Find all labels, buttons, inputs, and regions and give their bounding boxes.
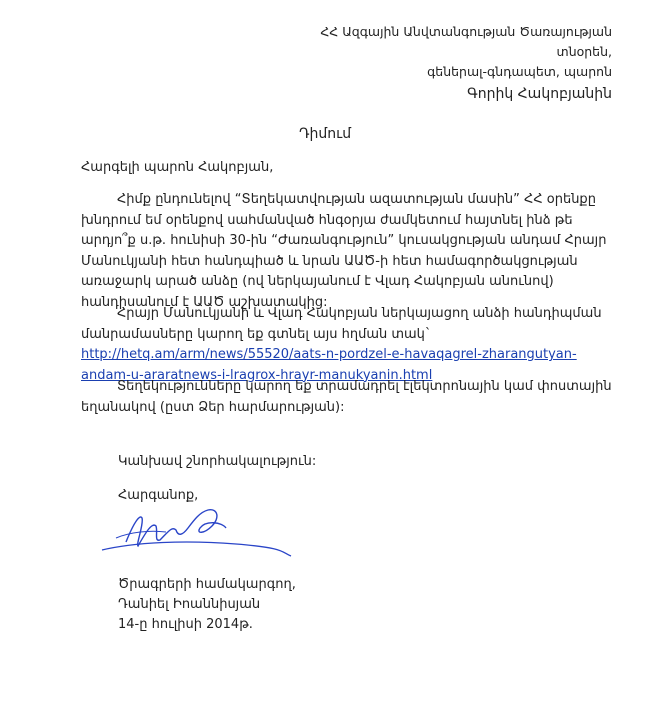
addressee-line-2: տնօրեն,: [556, 44, 612, 59]
handwritten-signature: [96, 492, 296, 572]
addressee-name: Գորիկ Հակոբյանին: [467, 86, 612, 102]
addressee-line-3: գեներալ-գնդապետ, պարոն: [427, 64, 612, 79]
closing-regards: Հարգանոք,: [118, 488, 199, 503]
addressee-block: [320, 22, 612, 104]
salutation: Հարգելի պարոն Հակոբյան,: [81, 160, 274, 175]
signer-name: Դանիել Իոաննիսյան: [118, 597, 261, 612]
paragraph-reference: [81, 304, 626, 386]
signer-block: [118, 575, 296, 635]
letter-title: Դիմում: [298, 126, 352, 142]
paragraph-delivery: Տեղեկությունները կարող եք տրամադրել էլեկտրոնային կամ փոստային եղանակով (ըստ Ձեր հարմարության):: [81, 379, 612, 415]
paragraph-request: Հիմք ընդունելով “Տեղեկատվության ազատության մասին” ՀՀ օրենքը խնդրում եմ օրենքով սահմանված հնգօրյա ժամկետում հայտնել ինձ թե արդյո՞ք ս.թ. հունիսի 30-ին “Ժառանգություն” կուսակցության անդամ Հրայր Մանուկյանի հետ հանդպիած և նրան ԱԱԾ-ի հետ համագործակցության առաջարկ արած անձը (ով ներկայանում է Վլադ Հակոբյան անունով) հանդիսանում է ԱԱԾ աշխատակից:: [81, 192, 607, 310]
closing-thanks: Կանխավ շնորհակալություն:: [118, 454, 317, 469]
addressee-line-1: ՀՀ Ազգային Անվտանգության Ծառայության: [320, 24, 612, 39]
reference-text: Հրայր Մանուկյանի և Վլադ Հակոբյան ներկայացող անձի հանդիպման մանրամասները կարող եք գտնել այս հղման տակ`: [81, 306, 602, 342]
signer-role: Ծրագրերի համակարգող,: [118, 577, 296, 592]
reference-link[interactable]: http://hetq.am/arm/news/55520/aats-n-pordzel-e-havaqagrel-zharangutyan-andam-u-araratnews-i-lragrox-hrayr-manukyanin.html: [81, 347, 577, 383]
letter-date: 14-ը հուլիսի 2014թ.: [118, 617, 253, 632]
